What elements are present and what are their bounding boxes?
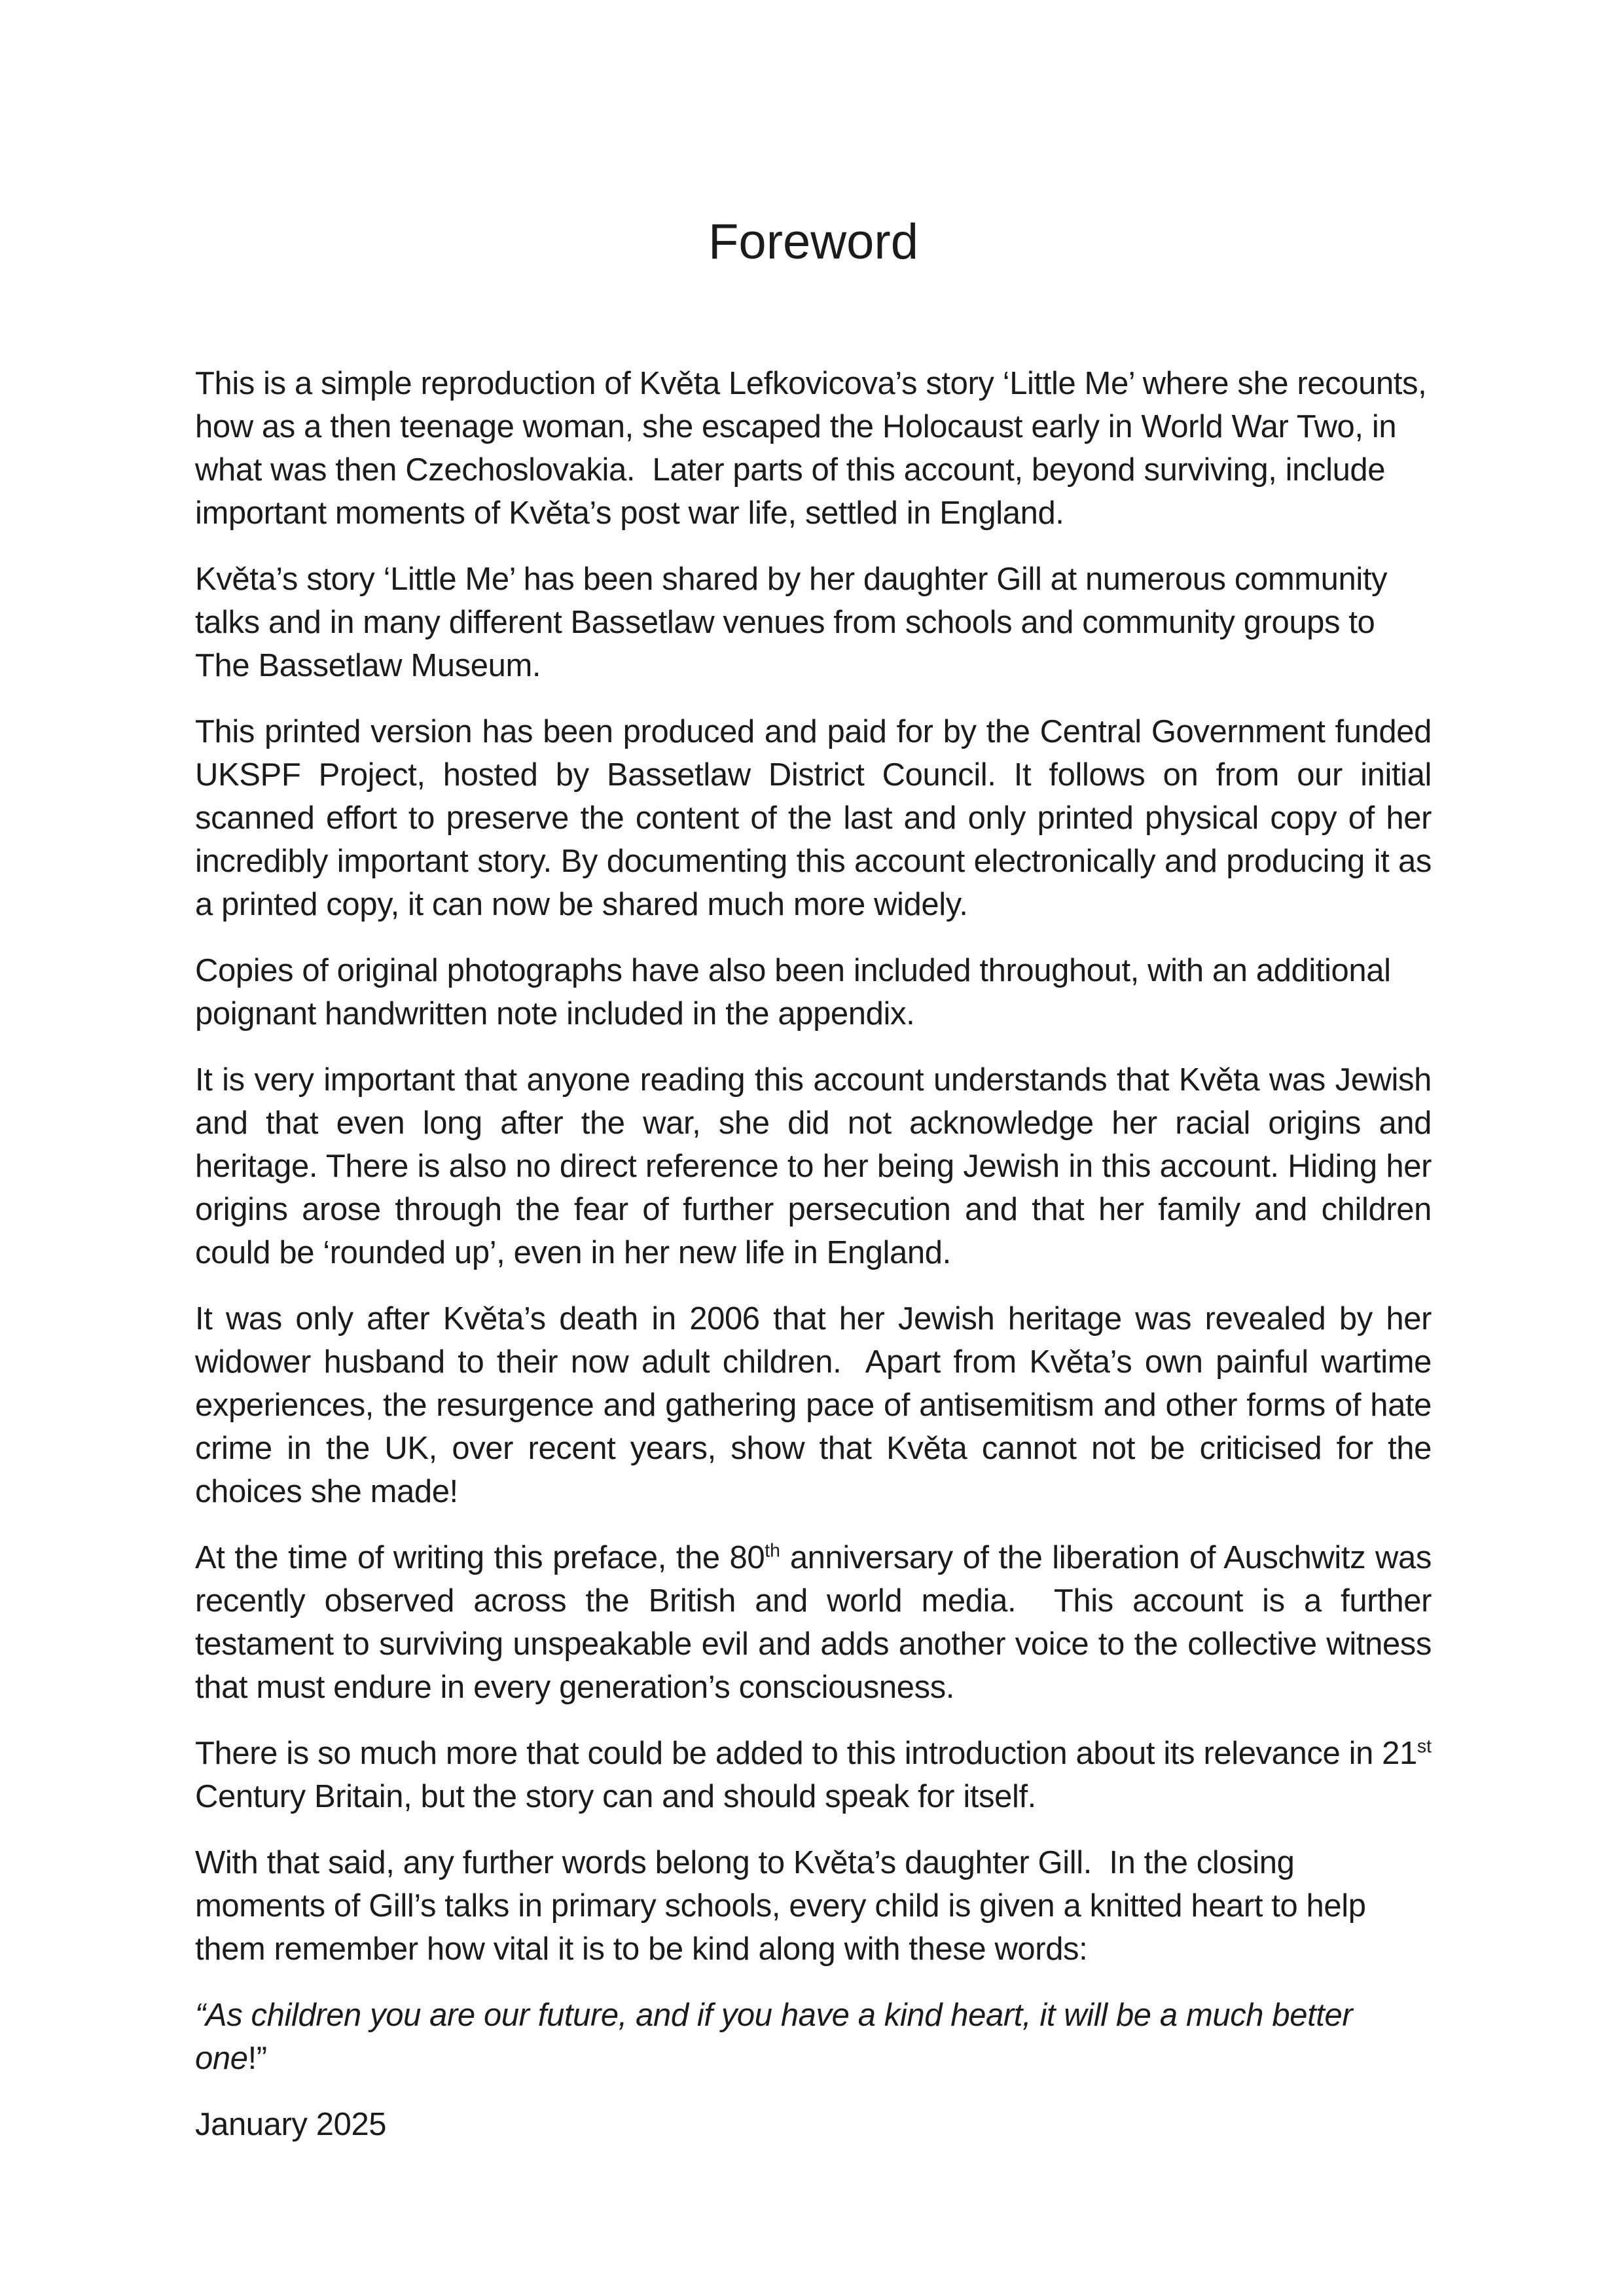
text-run: th — [765, 1540, 780, 1562]
text-run: It is very important that anyone reading this account understands that Květa was Jewish and that even long after the war, she did not acknowledge her racial origins and heritage. There is also no direct reference to her being Jewish in this account. Hiding her origins arose through the fear of further persecution and that her family and children could be ‘rounded up’, even in her new life in England. — [195, 1062, 1441, 1270]
text-run: !” — [247, 2041, 267, 2076]
text-run: With that said, any further words belong to Květa’s daughter Gill. In the closing moments of Gill’s talks in primary schools, every child is given a knitted heart to help them remember how vital it is to be kind along with these words: — [195, 1845, 1375, 1967]
text-run: “As children you are our future, and if you have a kind heart, it will be a much better one — [195, 1998, 1362, 2076]
text-run: anniversary of the liberation of Auschwitz was recently observed across the British and world media. This account is a further testament to surviving unspeakable evil and adds another voice to the collective witness that must endure in every generation’s consciousness. — [195, 1540, 1441, 1705]
paragraph — [195, 1841, 1432, 1971]
text-run: st — [1416, 1736, 1432, 1757]
paragraph — [195, 710, 1441, 926]
text-run: At the time of writing this preface, the 80 — [195, 1540, 765, 1575]
paragraph — [195, 949, 1432, 1035]
paragraph — [195, 558, 1432, 687]
paragraph — [195, 1994, 1432, 2080]
paragraph — [195, 1536, 1441, 1709]
text-run: This is a simple reproduction of Květa Lefkovicova’s story ‘Little Me’ where she recounts, how as a then teenage woman, she escaped the Holocaust early in World War Two, in what was then Czechoslovakia. Later parts of this account, beyond surviving, include important moments of Květa’s post war life, settled in England. — [195, 366, 1435, 531]
text-run: This printed version has been produced and paid for by the Central Government funded UKSPF Project, hosted by Bassetlaw District Council. It follows on from our initial scanned effort to preserve the content of the last and only printed physical copy of her incredibly important story. By documenting this account electronically and producing it as a printed copy, it can now be shared much more widely. — [195, 714, 1441, 922]
paragraph — [195, 1732, 1441, 1818]
text-run: There is so much more that could be added to this introduction about its relevance in 21 — [195, 1736, 1417, 1771]
page-title: Foreword — [708, 214, 918, 270]
paragraph — [195, 1058, 1441, 1274]
foreword-text — [195, 362, 1441, 2080]
text-run: Copies of original photographs have also been included throughout, with an additional poignant handwritten note included in the appendix. — [195, 953, 1399, 1031]
text-run: It was only after Květa’s death in 2006 that her Jewish heritage was revealed by her widower husband to their now adult children. Apart from Květa’s own painful wartime experiences, the resurgence and gathering pace of antisemitism and other forms of hate crime in the UK, over recent years, show that Květa cannot not be criticised for the choices she made! — [195, 1301, 1441, 1509]
text-run: Century Britain, but the story can and should speak for itself. — [195, 1736, 1441, 1814]
text-run: Květa’s story ‘Little Me’ has been shared by her daughter Gill at numerous community talks and in many different Bassetlaw venues from schools and community groups to The Bassetlaw Museum. — [195, 562, 1396, 683]
paragraph — [195, 362, 1435, 535]
paragraph — [195, 1297, 1441, 1513]
date-line: January 2025 — [195, 2107, 387, 2142]
